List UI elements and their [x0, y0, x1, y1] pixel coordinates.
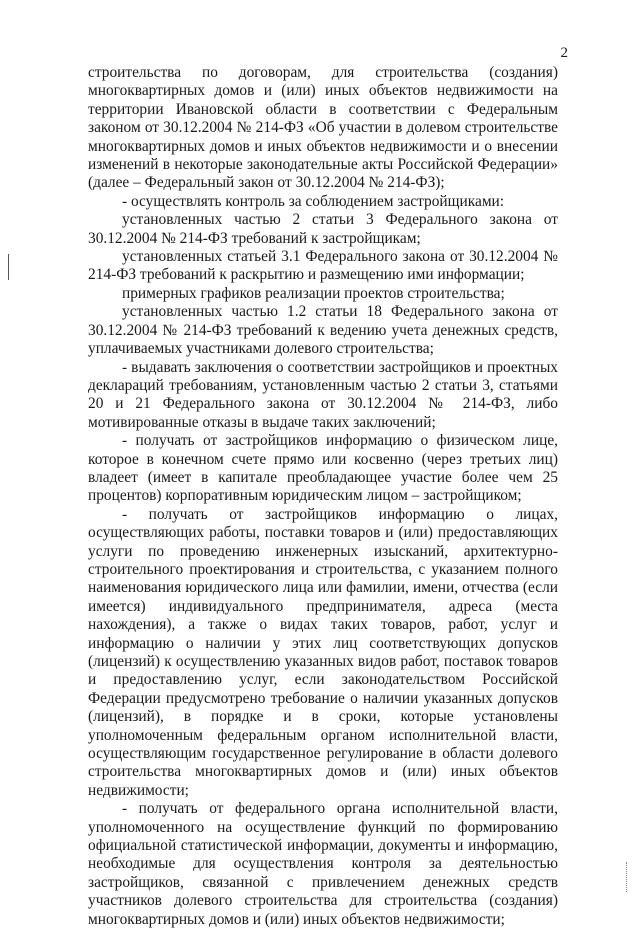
paragraph-construction-schedules: примерных графиков реализации проектов строительства;: [122, 284, 505, 302]
paragraph-contractor-info: - получать от застройщиков информацию о лицах, осуществляющих работы, поставки товаров и (или) предоставляющих услуги по проведению инженерных изысканий, архитектурно-строительного проектирования и строительства, с указанием полного наименования юридического лица или фамилии, имени, отчества (если имеется) индивидуального предпринимателя, адреса (места нахождения), а также о видах таких товаров, работ, услуг и информацию о наличии у этих лиц соответствующих допусков (лицензий) к осуществлению указанных видов работ, поставок товаров и предоставлению услуг, если законодательством Российской Федерации предусмотрено требование о наличии указанных допусков (лицензий), в порядке и в сроки, которые установлены уполномоченным федеральным органом исполнительной власти, осуществляющим государственное регулирование в области долевого строительства многоквартирных домов и (или) иных объектов недвижимости;: [88, 505, 558, 799]
paragraph-control-intro: - осуществлять контроль за соблюдением застройщиками:: [122, 192, 505, 210]
paragraph-beneficial-owner: - получать от застройщиков информацию о физическом лице, которое в конечном счете прямо или косвенно (через третьих лиц) владеет (имеет в капитале преобладающее участие более чем 25 процентов) корпоративным юридическим лицом – застройщиком;: [88, 432, 558, 505]
edge-mark: [626, 862, 628, 892]
page-number: 2: [560, 45, 568, 61]
paragraph-developer-requirements: установленных частью 2 статьи 3 Федерального закона от 30.12.2004 № 214-ФЗ требований к застройщикам;: [88, 211, 558, 247]
margin-mark: [8, 254, 9, 280]
body-text: [88, 64, 558, 929]
paragraph-disclosure-requirements: установленных статьей 3.1 Федерального закона от 30.12.2004 № 214-ФЗ требований к раскрытию и размещению ими информации;: [88, 248, 558, 284]
paragraph-continuation: строительства по договорам, для строительства (создания) многоквартирных домов и (или) иных объектов недвижимости на территории Ивановской области в соответствии с Федеральным законом от 30.12.2004 № 214-ФЗ «Об участии в долевом строительстве многоквартирных домов и иных объектов недвижимости и о внесении изменений в некоторые законодательные акты Российской Федерации» (далее – Федеральный закон от 30.12.2004 № 214-ФЗ);: [88, 64, 558, 192]
paragraph-funds-accounting: установленных частью 1.2 статьи 18 Федерального закона от 30.12.2004 № 214-ФЗ требований к ведению учета денежных средств, уплачиваемых участниками долевого строительства;: [88, 303, 558, 358]
paragraph-issue-conclusions: - выдавать заключения о соответствии застройщиков и проектных деклараций требованиям, установленным частью 2 статьи 3, статьями 20 и 21 Федерального закона от 30.12.2004 № 214-ФЗ, либо мотивированные отказы в выдаче таких заключений;: [88, 358, 558, 431]
paragraph-statistical-info: - получать от федерального органа исполнительной власти, уполномоченного на осуществление функций по формированию официальной статистической информации, документы и информацию, необходимые для осуществления контроля за деятельностью застройщиков, связанной с привлечением денежных средств участников долевого строительства для строительства (создания) многоквартирных домов и (или) иных объектов недвижимости;: [88, 800, 558, 928]
